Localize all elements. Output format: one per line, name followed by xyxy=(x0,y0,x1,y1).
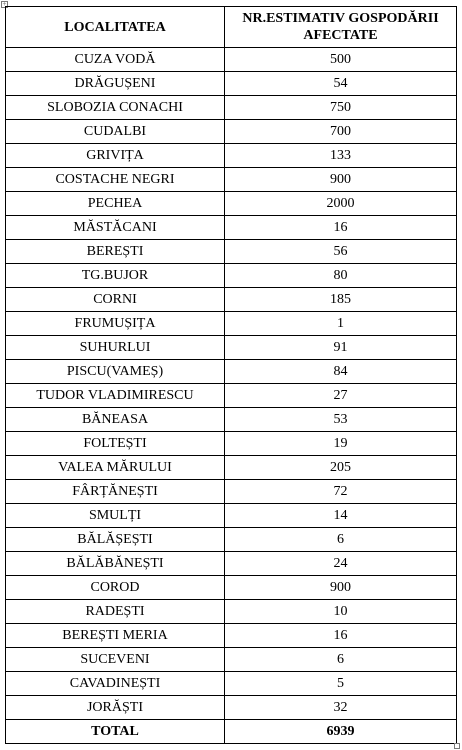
households-cell: 1 xyxy=(225,312,457,336)
households-cell: 900 xyxy=(225,576,457,600)
table-row xyxy=(6,624,457,648)
locality-cell: COROD xyxy=(6,576,225,600)
table-body xyxy=(6,48,457,720)
table-row xyxy=(6,384,457,408)
locality-cell: SUCEVENI xyxy=(6,648,225,672)
table-row xyxy=(6,336,457,360)
table-row xyxy=(6,144,457,168)
total-row xyxy=(6,720,457,744)
households-cell: 91 xyxy=(225,336,457,360)
locality-cell: FÂRȚĂNEȘTI xyxy=(6,480,225,504)
locality-cell: SUHURLUI xyxy=(6,336,225,360)
locality-cell: COSTACHE NEGRI xyxy=(6,168,225,192)
locality-cell: GRIVIȚA xyxy=(6,144,225,168)
locality-cell: RADEȘTI xyxy=(6,600,225,624)
locality-cell: JORĂȘTI xyxy=(6,696,225,720)
header-households-line2: AFECTATE xyxy=(303,28,378,43)
households-cell: 32 xyxy=(225,696,457,720)
table-row xyxy=(6,504,457,528)
locality-cell: TUDOR VLADIMIRESCU xyxy=(6,384,225,408)
households-cell: 185 xyxy=(225,288,457,312)
households-cell: 24 xyxy=(225,552,457,576)
households-cell: 500 xyxy=(225,48,457,72)
table-row xyxy=(6,480,457,504)
table-row xyxy=(6,96,457,120)
locality-cell: TG.BUJOR xyxy=(6,264,225,288)
table-row xyxy=(6,48,457,72)
households-cell: 205 xyxy=(225,456,457,480)
households-cell: 16 xyxy=(225,624,457,648)
locality-cell: MĂSTĂCANI xyxy=(6,216,225,240)
households-cell: 80 xyxy=(225,264,457,288)
header-estimated-households xyxy=(225,7,457,48)
table-row xyxy=(6,192,457,216)
locality-cell: BEREȘTI xyxy=(6,240,225,264)
locality-cell: CAVADINEȘTI xyxy=(6,672,225,696)
table-row xyxy=(6,216,457,240)
table-row xyxy=(6,288,457,312)
total-label: TOTAL xyxy=(6,720,225,744)
households-cell: 56 xyxy=(225,240,457,264)
locality-cell: FRUMUȘIȚA xyxy=(6,312,225,336)
table-header-row xyxy=(6,7,457,48)
table-row xyxy=(6,552,457,576)
locality-cell: PISCU(VAMEȘ) xyxy=(6,360,225,384)
locality-cell: VALEA MĂRULUI xyxy=(6,456,225,480)
households-cell: 53 xyxy=(225,408,457,432)
households-cell: 700 xyxy=(225,120,457,144)
households-cell: 84 xyxy=(225,360,457,384)
table-row xyxy=(6,72,457,96)
households-cell: 16 xyxy=(225,216,457,240)
table-row xyxy=(6,672,457,696)
header-locality: LOCALITATEA xyxy=(6,7,225,48)
locality-cell: DRĂGUȘENI xyxy=(6,72,225,96)
table-row xyxy=(6,600,457,624)
table-move-handle[interactable]: + xyxy=(2,0,7,8)
table-row xyxy=(6,168,457,192)
table-row xyxy=(6,312,457,336)
locality-cell: BĂLĂȘEȘTI xyxy=(6,528,225,552)
households-cell: 6 xyxy=(225,648,457,672)
locality-cell: CORNI xyxy=(6,288,225,312)
households-cell: 5 xyxy=(225,672,457,696)
locality-cell: BEREȘTI MERIA xyxy=(6,624,225,648)
households-cell: 19 xyxy=(225,432,457,456)
total-value: 6939 xyxy=(225,720,457,744)
table-row xyxy=(6,648,457,672)
households-cell: 6 xyxy=(225,528,457,552)
households-cell: 750 xyxy=(225,96,457,120)
locality-cell: CUZA VODĂ xyxy=(6,48,225,72)
table-row xyxy=(6,432,457,456)
households-cell: 54 xyxy=(225,72,457,96)
households-cell: 27 xyxy=(225,384,457,408)
table-row xyxy=(6,456,457,480)
locality-cell: SMULȚI xyxy=(6,504,225,528)
table-row xyxy=(6,408,457,432)
locality-cell: BĂNEASA xyxy=(6,408,225,432)
households-cell: 133 xyxy=(225,144,457,168)
table-row xyxy=(6,528,457,552)
households-cell: 14 xyxy=(225,504,457,528)
table-row xyxy=(6,576,457,600)
locality-cell: PECHEA xyxy=(6,192,225,216)
locality-cell: FOLTEȘTI xyxy=(6,432,225,456)
table-resize-handle[interactable] xyxy=(454,743,460,749)
table-row xyxy=(6,264,457,288)
households-cell: 10 xyxy=(225,600,457,624)
locality-cell: BĂLĂBĂNEȘTI xyxy=(6,552,225,576)
households-cell: 2000 xyxy=(225,192,457,216)
table-row xyxy=(6,120,457,144)
locality-cell: CUDALBI xyxy=(6,120,225,144)
households-cell: 72 xyxy=(225,480,457,504)
header-households-line1: NR.ESTIMATIV GOSPODĂRII xyxy=(242,11,439,26)
households-cell: 900 xyxy=(225,168,457,192)
table-row xyxy=(6,360,457,384)
table-row xyxy=(6,696,457,720)
table-row xyxy=(6,240,457,264)
affected-households-table xyxy=(5,6,457,744)
locality-cell: SLOBOZIA CONACHI xyxy=(6,96,225,120)
